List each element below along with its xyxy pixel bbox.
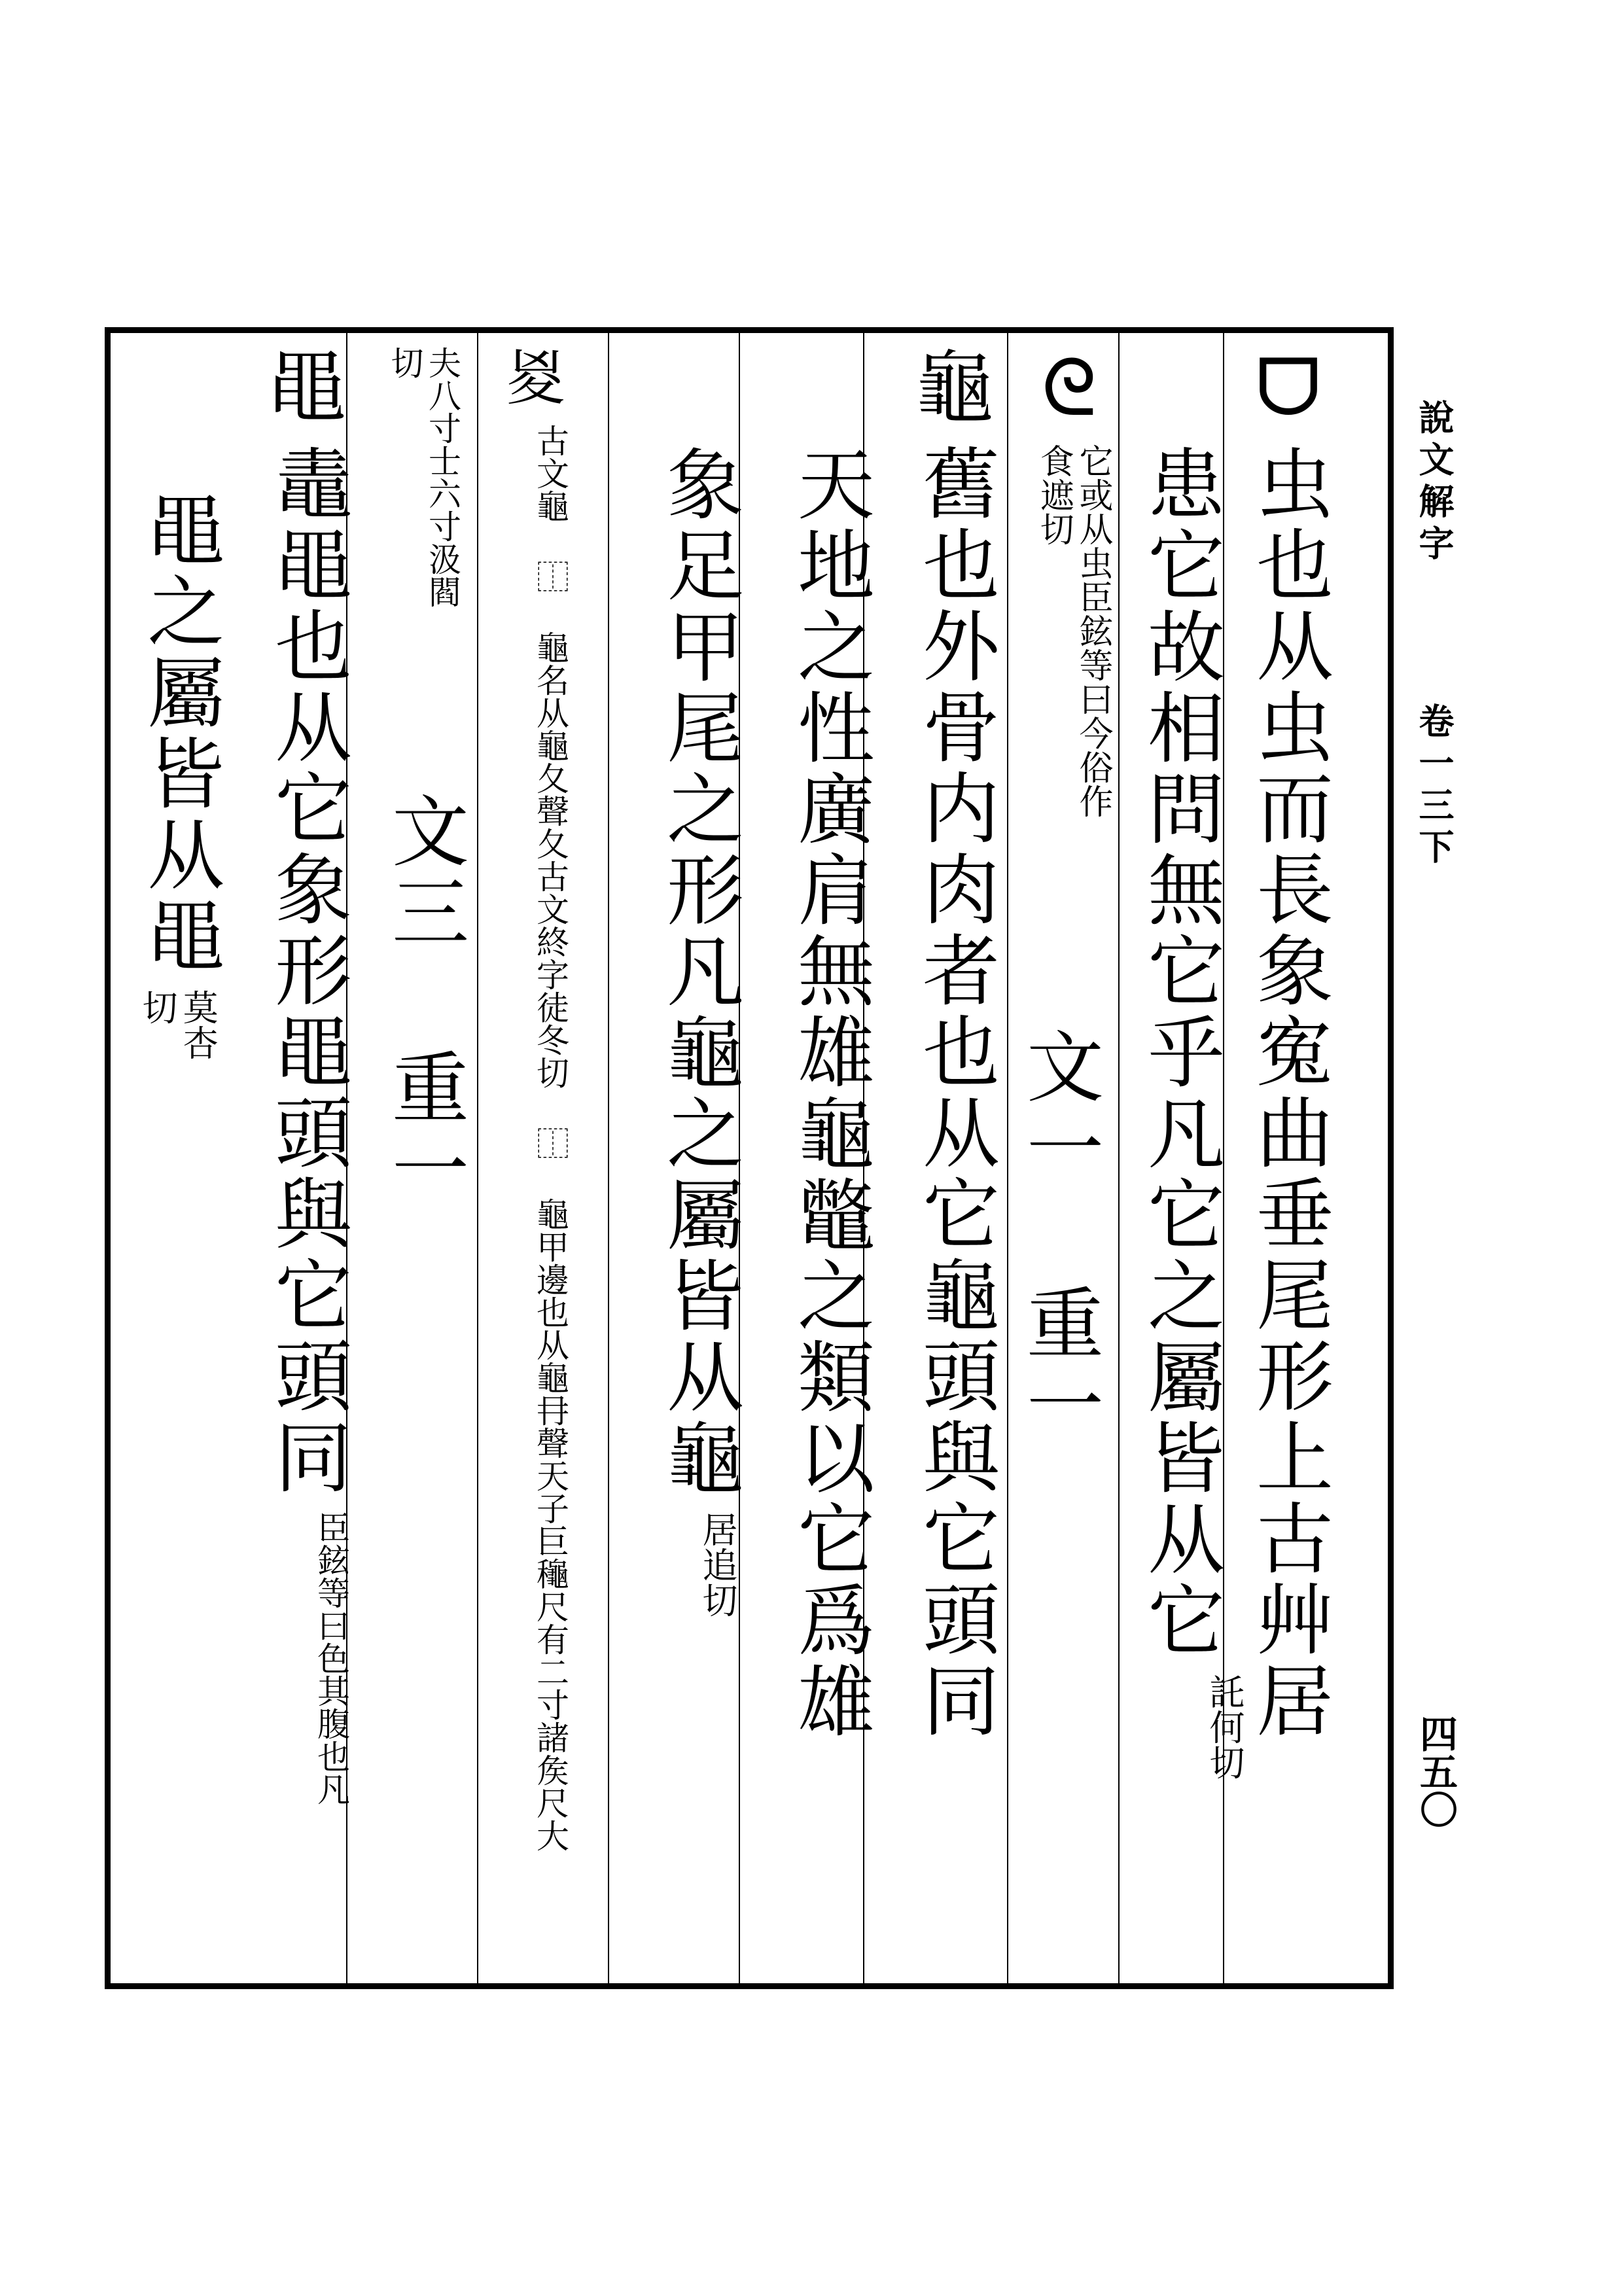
seal-character: 黽 <box>268 343 346 434</box>
column-main-text: 患它故相問無它乎凡它之屬皆从它 <box>1135 444 1225 1661</box>
text-column <box>262 343 352 1825</box>
text-column <box>785 444 875 1742</box>
column-main-text: 黽之屬皆从黽 <box>134 490 225 977</box>
text-column <box>654 444 744 1617</box>
column-main-text: 舊也外骨内肉者也从它龜頭與它頭同 <box>909 444 1000 1742</box>
column-annotation: 它或从虫臣鉉等曰今俗作食遮切 <box>1034 444 1112 818</box>
column-rule <box>1007 333 1008 1983</box>
column-annotation: 夫八寸士六寸汲閻切 <box>385 346 461 608</box>
column-count: 文一 重一 <box>1014 1027 1104 1445</box>
column-annotation: 居追切 <box>697 1511 738 1617</box>
text-column <box>1027 343 1112 836</box>
book-title-text: 說文解字 <box>1413 399 1455 567</box>
text-column <box>385 346 461 627</box>
text-column <box>1135 444 1245 1780</box>
column-main-text: 鼃黽也从它象形黽頭與它頭同 <box>262 444 352 1498</box>
column-main-text: 天地之性廣肩無雄龜鼈之類以它爲雄 <box>785 444 875 1742</box>
text-column <box>134 490 225 1068</box>
book-title <box>1413 399 1455 870</box>
seal-character: 㚇 <box>505 344 566 414</box>
volume-label: 卷一三下 <box>1413 703 1455 870</box>
page-number: 四五〇 <box>1413 1714 1458 1828</box>
column-annotation: 託何切 <box>1204 1674 1245 1780</box>
seal-character: 龜 <box>915 343 994 434</box>
text-frame <box>105 327 1394 1989</box>
column-main-text: 象足甲尾之形凡龜之屬皆从龜 <box>654 444 744 1499</box>
text-column <box>503 346 569 1981</box>
column-annotation: 莫杏切 <box>137 989 219 1060</box>
column-rule <box>477 333 478 1983</box>
text-column <box>1243 343 1333 1742</box>
column-main-text: 虫也从虫而長象寃曲垂尾形上古艸居 <box>1243 444 1333 1742</box>
text-column <box>1014 1027 1104 1445</box>
column-annotation: 古文龜 ⿰ 龜名从龜夂聲夂古文終字徒冬切 ⿰ 龜甲邊也从龜冄聲天子巨龝尺有二寸諸矦尺大 <box>531 424 569 1852</box>
column-rule <box>1118 333 1120 1983</box>
column-annotation: 臣鉉等曰色其腹也凡 <box>312 1511 350 1805</box>
seal-character: ᘓ <box>1041 343 1097 434</box>
column-rule <box>608 333 609 1983</box>
text-column <box>379 791 469 1210</box>
text-column <box>909 343 1000 1742</box>
seal-character: ᗜ <box>1256 343 1321 434</box>
column-count: 文三 重一 <box>379 791 469 1210</box>
